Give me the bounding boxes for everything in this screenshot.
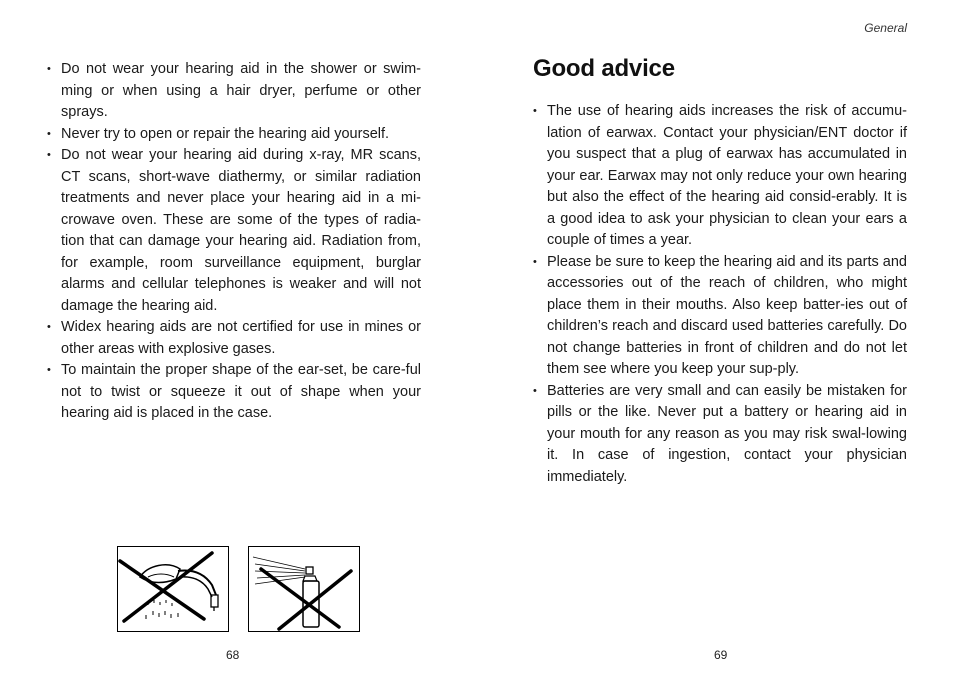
list-item: • To maintain the proper shape of the ear-set, be care-ful not to twist or squeeze it out of shape when your hearing aid is placed in the case. <box>47 360 421 425</box>
list-item: • Widex hearing aids are not certified for use in mines or other areas with explosive gases. <box>47 317 421 360</box>
list-item: • Do not wear your hearing aid during x-ray, MR scans, CT scans, short-wave diathermy, or similar radiation treatments and never place your hearing aid in a mi-crowave oven. These are some of the types of radia-tion that can damage your hearing aid. Radiation from, for example, room surveillance equipment, burglar alarms and cellular telephones is weaker and will not damage the hearing aid. <box>47 145 421 317</box>
right-bullet-list <box>533 101 907 488</box>
shower-crossed-out-icon <box>117 546 229 632</box>
left-bullet-list <box>47 59 421 425</box>
page-title: Good advice <box>533 55 675 82</box>
right-page <box>477 0 954 695</box>
page-number: 68 <box>226 648 240 662</box>
list-item: • The use of hearing aids increases the risk of accumu-lation of earwax. Contact your physician/ENT doctor if you suspect that a plug of earwax has accumulated in your ear. Earwax may not only reduce your own hearing but also the effect of the hearing aid consid-erably. It is a good idea to ask your physician to clean your ears a couple of times a year. <box>533 101 907 252</box>
list-item: • Never try to open or repair the hearing aid yourself. <box>47 124 421 146</box>
list-item: • Do not wear your hearing aid in the shower or swim-ming or when using a hair dryer, perfume or other sprays. <box>47 59 421 124</box>
section-label: General <box>864 21 907 35</box>
spray-can-crossed-out-icon <box>248 546 360 632</box>
list-item: • Please be sure to keep the hearing aid and its parts and accessories out of the reach of children, who might place them in their mouths. Also keep batter-ies out of children’s reach and discard used batteries carefully. Do not change batteries in front of children and do not let them see where you keep your sup-ply. <box>533 252 907 381</box>
page-number: 69 <box>714 648 728 662</box>
list-item: • Batteries are very small and can easily be mistaken for pills or the like. Never put a battery or hearing aid in your mouth for any reason as you may risk swal-lowing it. In case of ingestion, contact your physician immediately. <box>533 381 907 489</box>
